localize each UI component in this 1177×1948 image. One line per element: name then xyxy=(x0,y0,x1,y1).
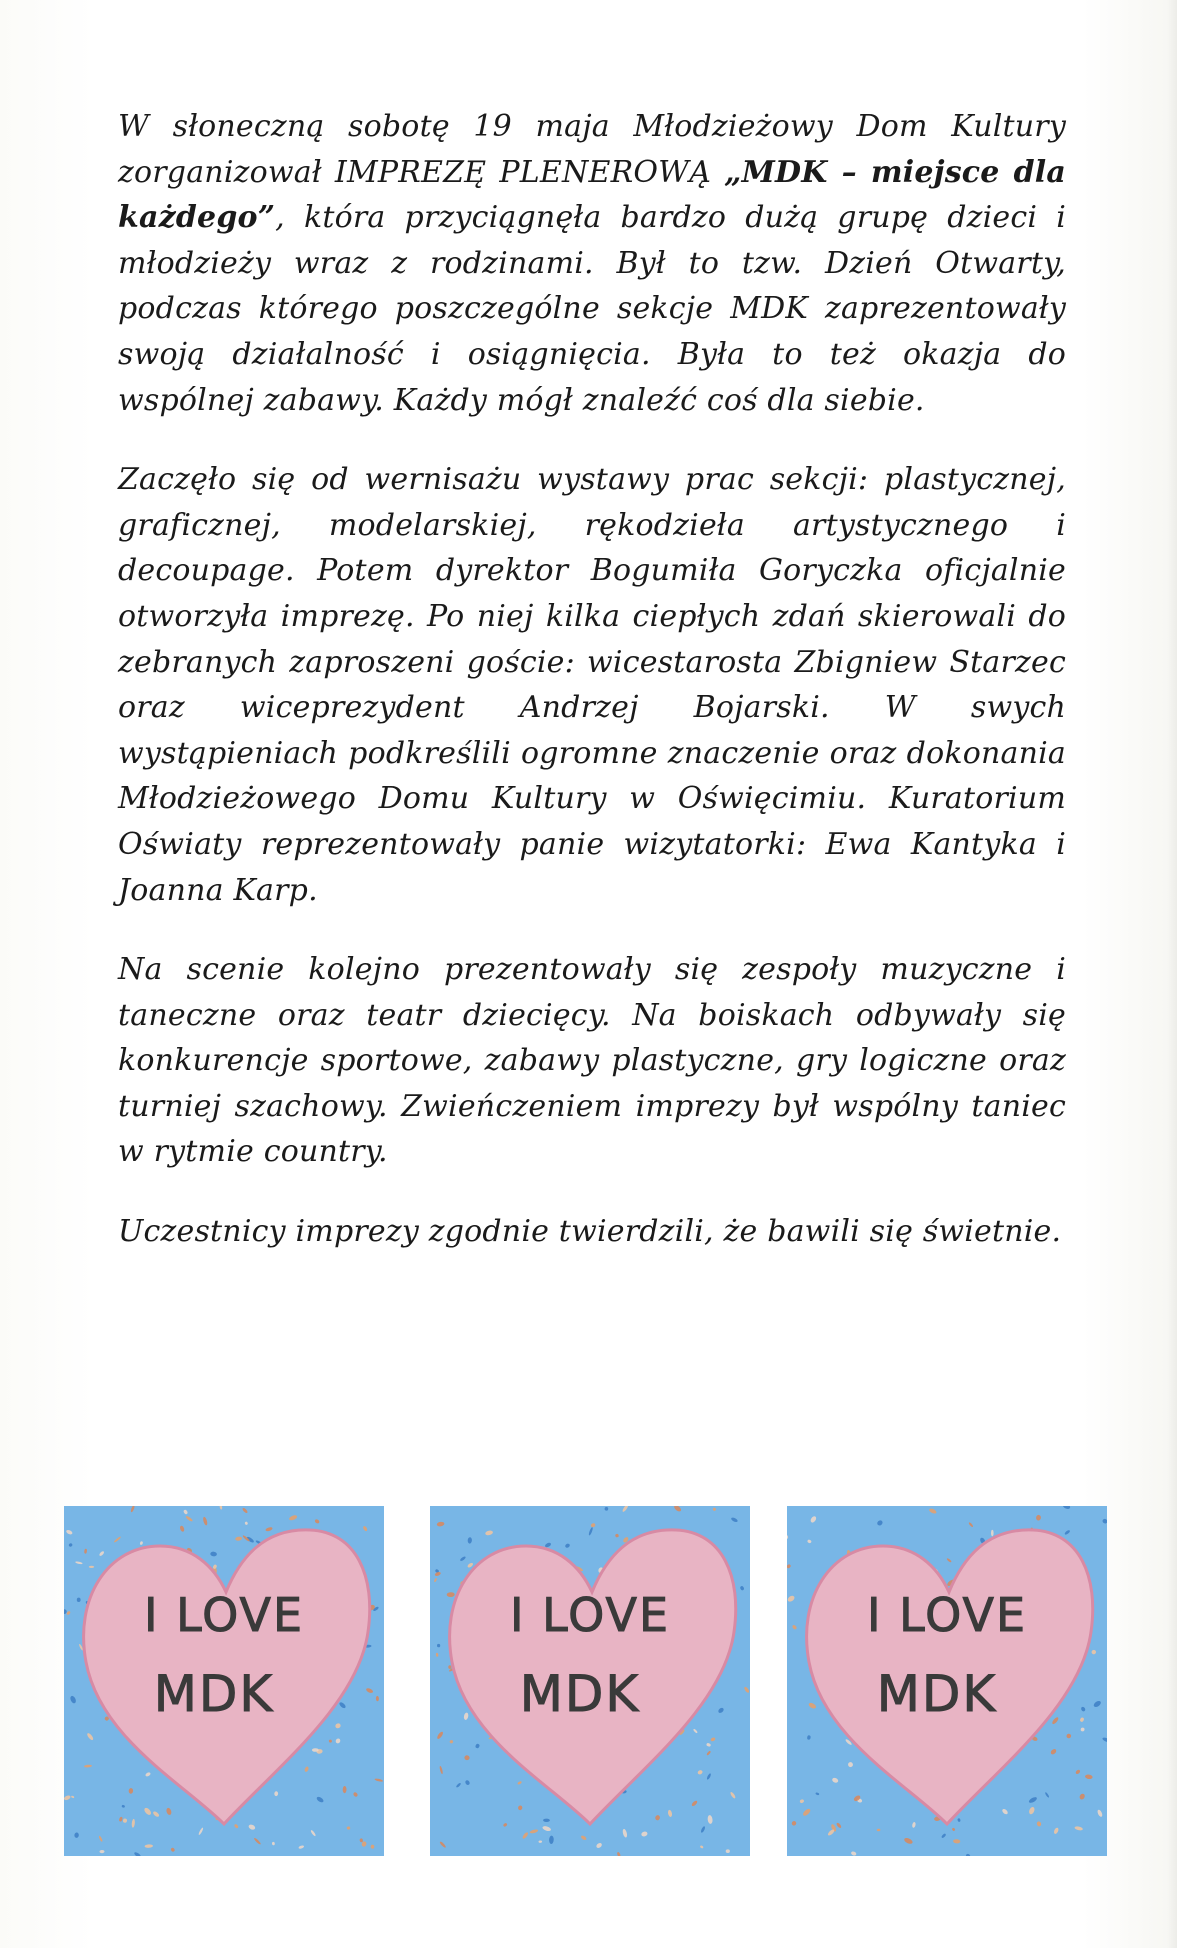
drawing-2-line-2: MDK xyxy=(519,1665,641,1723)
drawing-2-line-1: I LOVE xyxy=(509,1588,671,1642)
drawing-3-line-2: MDK xyxy=(876,1665,998,1723)
paragraph-1-rest: , która przyciągnęła bardzo dużą grupę dzieci i młodzieży wraz z rodzinami. Był to tzw. Dzień Otwarty, podczas którego poszczególne sekcje MDK zaprezentowały swoją działalność i osiągnięcia. Była to też okazja do wspólnej zabawy. Każdy mógł znaleźć coś dla siebie. xyxy=(118,200,1066,418)
paragraph-4: Uczestnicy imprezy zgodnie twierdzili, że bawili się świetnie. xyxy=(118,1214,1062,1250)
heart-drawing-3 xyxy=(787,1506,1107,1856)
drawing-3-line-1: I LOVE xyxy=(866,1588,1028,1642)
heart-drawing-2-image xyxy=(430,1506,750,1856)
heart-drawing-3-image xyxy=(787,1506,1107,1856)
heart-drawing-2 xyxy=(430,1506,750,1856)
crayon-speckle xyxy=(991,1530,994,1537)
drawings-row xyxy=(0,1506,1177,1856)
paragraph-1 xyxy=(118,104,1066,423)
paragraph-1-lead: W słoneczną sobotę 19 maja Młodzieżowy Dom Kultury zorganizował IMPREZĘ PLENEROWĄ xyxy=(118,109,1066,190)
event-title-bold: „MDK – miejsce dla każdego” xyxy=(118,154,1066,236)
heart-drawing-1 xyxy=(64,1506,384,1856)
article-body xyxy=(118,104,1066,1289)
paragraph-2: Zaczęło się od wernisażu wystawy prac sekcji: plastycznej, graficznej, modelarskiej, rękodzieła artystycznego i decoupage. Potem dyrektor Bogumiła Goryczka oficjalnie otworzyła imprezę. Po niej kilka ciepłych zdań skierowali do zebranych zaproszeni goście: wicestarosta Zbigniew Starzec oraz wiceprezydent Andrzej Bojarski. W swych wystąpieniach podkreślili ogromne znaczenie oraz dokonania Młodzieżowego Domu Kultury w Oświęcimiu. Kuratorium Oświaty reprezentowały panie wizytatorki: Ewa Kantyka i Joanna Karp. xyxy=(118,462,1066,908)
drawing-1-line-1: I LOVE xyxy=(143,1588,305,1642)
heart-drawing-1-image xyxy=(64,1506,384,1856)
drawing-1-line-2: MDK xyxy=(153,1665,275,1723)
crayon-speckle xyxy=(89,1566,94,1568)
paragraph-3: Na scenie kolejno prezentowały się zespoły muzyczne i taneczne oraz teatr dziecięcy. Na boiskach odbywały się konkurencje sportowe, zabawy plastyczne, gry logiczne oraz turniej szachowy. Zwieńczeniem imprezy był wspólny taniec w rytmie country. xyxy=(118,952,1066,1170)
